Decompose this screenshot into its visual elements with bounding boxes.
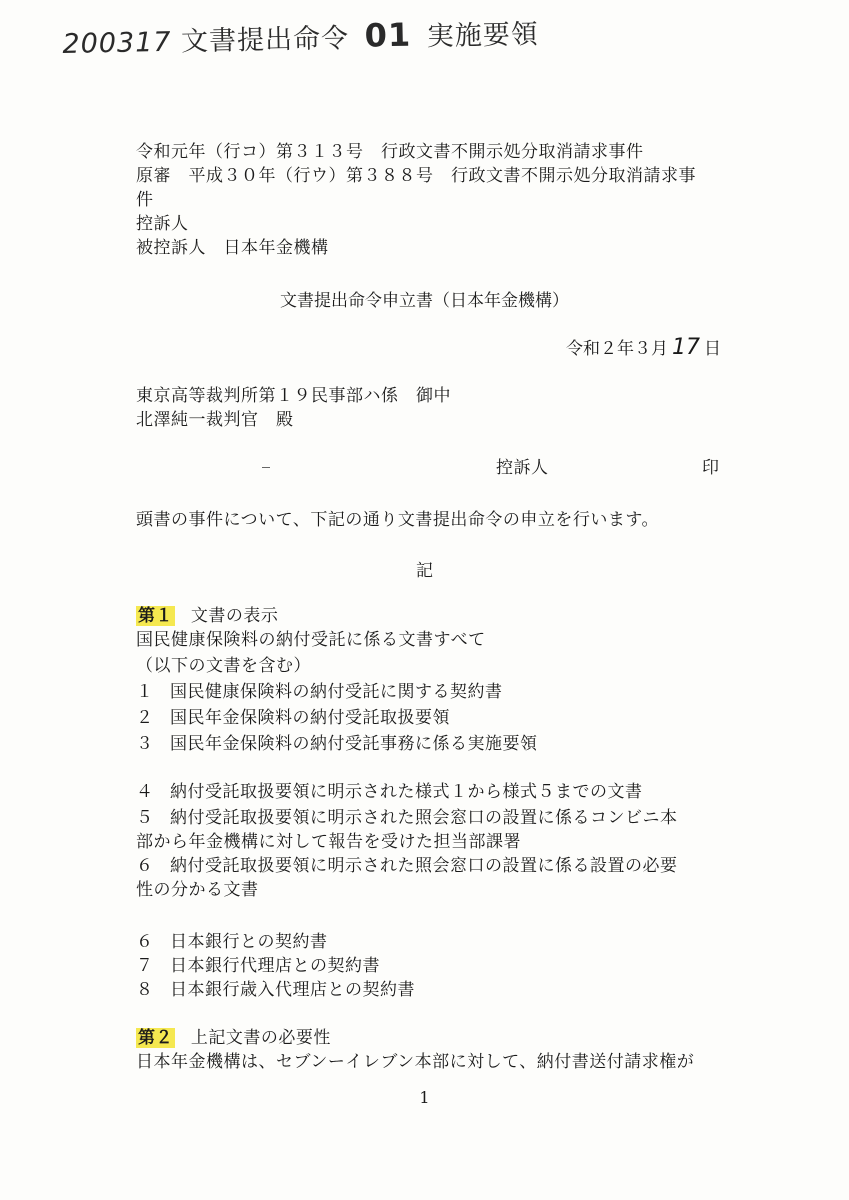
item-text: 国民年金保険料の納付受託事務に係る実施要領 — [170, 734, 538, 754]
applicant-label: 控訴人 — [496, 458, 549, 478]
item-number: ８ — [136, 980, 154, 1000]
item-text: 国民年金保険料の納付受託取扱要領 — [170, 708, 450, 728]
list-item — [136, 930, 328, 954]
section1-note: （以下の文書を含む） — [136, 656, 311, 676]
item-number: ２ — [136, 708, 154, 728]
addressee-judge: 北澤純一裁判官 殿 — [136, 410, 294, 430]
item-number: ３ — [136, 734, 154, 754]
document-date — [566, 334, 721, 360]
section2-heading — [136, 1026, 331, 1050]
intro-text: 頭書の事件について、下記の通り文書提出命令の申立を行います。 — [136, 510, 659, 530]
date-day-handwritten: 17 — [672, 335, 700, 360]
item-number: ７ — [136, 956, 154, 976]
case-line-1: 令和元年（行コ）第３１３号 行政文書不開示処分取消請求事件 — [136, 142, 644, 162]
section1-heading — [136, 604, 278, 628]
handwritten-note — [62, 12, 539, 61]
section2-body: 日本年金機構は、セブンーイレブン本部に対して、納付書送付請求権が — [136, 1052, 695, 1072]
ki-heading: 記 — [416, 561, 433, 581]
item-number: ６ — [136, 932, 154, 952]
document-title: 文書提出命令申立書（日本年金機構） — [280, 291, 569, 311]
item-text: 国民健康保険料の納付受託に関する契約書 — [170, 682, 503, 702]
section2-title: 上記文書の必要性 — [190, 1028, 331, 1048]
section1-summary: 国民健康保険料の納付受託に係る文書すべて — [136, 630, 486, 650]
item-text: 納付受託取扱要領に明示された照会窓口の設置に係る設置の必要 — [170, 856, 678, 876]
case-line-2: 原審 平成３０年（行ウ）第３８８号 行政文書不開示処分取消請求事 — [136, 166, 696, 186]
list-item-continuation: 部から年金機構に対して報告を受けた担当部課署 — [136, 832, 521, 852]
section1-title: 文書の表示 — [190, 606, 279, 626]
appellee-line: 被控訴人 日本年金機構 — [136, 238, 329, 258]
list-item — [136, 780, 643, 804]
scan-mark — [262, 467, 270, 468]
section2-number: 第２ — [138, 1028, 173, 1048]
item-text: 日本銀行代理店との契約書 — [170, 956, 380, 976]
handwritten-label: 文書提出命令 — [180, 22, 350, 58]
list-item — [136, 854, 678, 878]
item-number: ６ — [136, 856, 154, 876]
addressee-court: 東京高等裁判所第１９民事部ハ係 御中 — [136, 386, 451, 406]
date-suffix: 日 — [704, 339, 721, 359]
item-text: 日本銀行との契約書 — [170, 932, 328, 952]
appellant-label: 控訴人 — [136, 214, 189, 234]
list-item — [136, 680, 503, 704]
item-text: 納付受託取扱要領に明示された照会窓口の設置に係るコンビニ本 — [170, 808, 678, 828]
list-item — [136, 706, 450, 730]
item-text: 日本銀行歳入代理店との契約書 — [170, 980, 415, 1000]
date-prefix: 令和２年３月 — [566, 339, 668, 359]
case-line-3: 件 — [136, 190, 154, 210]
handwritten-serial: 200317 — [62, 26, 172, 60]
list-item — [136, 978, 415, 1002]
list-item — [136, 954, 380, 978]
section1-number: 第１ — [138, 606, 173, 626]
handwritten-mark: 01 — [364, 15, 412, 55]
handwritten-subject: 実施要領 — [426, 19, 540, 53]
list-item — [136, 732, 538, 756]
list-item-continuation: 性の分かる文書 — [136, 880, 259, 900]
item-number: ４ — [136, 782, 154, 802]
list-item — [136, 806, 678, 830]
item-number: １ — [136, 682, 154, 702]
seal-mark: 印 — [702, 458, 720, 478]
item-number: ５ — [136, 808, 154, 828]
item-text: 納付受託取扱要領に明示された様式１から様式５までの文書 — [170, 782, 643, 802]
page-number: 1 — [419, 1088, 430, 1107]
